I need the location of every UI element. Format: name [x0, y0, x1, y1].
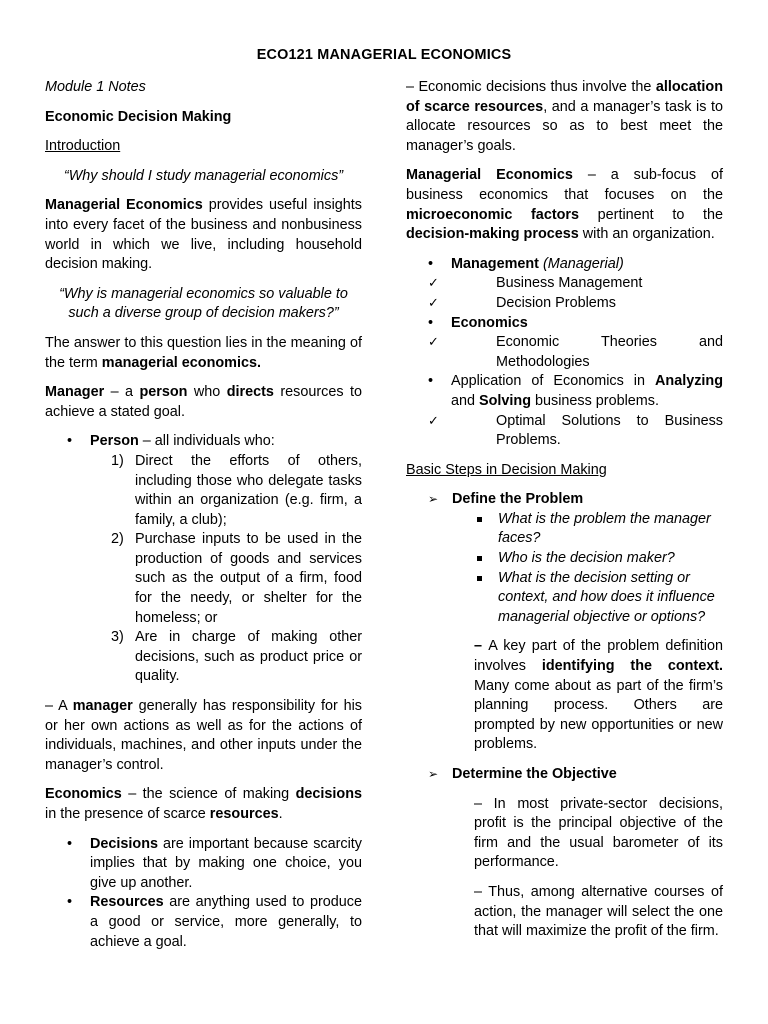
text: , and a manager’s task is to allocate resources so as to best meet the manager’s goals. — [406, 98, 723, 154]
text: . — [278, 806, 283, 822]
text: who — [187, 384, 227, 401]
text: The answer to this question lies in the meaning of the term — [45, 334, 362, 371]
intro-heading: Introduction — [45, 138, 121, 155]
text: – the science of making — [121, 786, 296, 803]
term: decision-making process — [406, 226, 579, 243]
text: generally has responsibility for his or her own actions as well as for the actions of individuals, machines, and other inputs under the manager’s control. — [45, 698, 362, 773]
step-objective — [406, 765, 723, 785]
economics-list — [45, 835, 362, 953]
text: What is the problem the manager faces? — [498, 510, 711, 547]
text: A key part of the problem definition involves — [474, 638, 723, 675]
text: with an organization. — [578, 226, 715, 243]
term: Analyzing — [655, 373, 723, 390]
text: business problems. — [531, 392, 659, 409]
person-numbered-list — [45, 452, 362, 687]
list-item — [406, 314, 723, 334]
check-item — [406, 294, 723, 314]
term: resources — [209, 806, 279, 822]
text: and — [451, 392, 480, 409]
text: Optimal Solutions to Business Problems. — [496, 412, 723, 449]
paragraph-economics — [45, 785, 362, 824]
text: Define the Problem — [452, 491, 584, 508]
number: 1) — [111, 452, 124, 469]
list-item — [406, 372, 723, 411]
text: (Managerial) — [538, 255, 624, 272]
paragraph-context — [406, 637, 723, 755]
term: Managerial Economics — [45, 197, 203, 214]
check-item — [406, 412, 723, 451]
text: – a — [104, 384, 140, 401]
term: Person — [90, 433, 139, 450]
list-item — [406, 255, 723, 275]
section-heading: Economic Decision Making — [45, 108, 232, 125]
paragraph-managerial-economics-def — [406, 166, 723, 244]
text: are important because scarcity implies that by making one choice, you give up another. — [90, 835, 362, 891]
paragraph-answer — [45, 334, 362, 373]
text: Who is the decision maker? — [498, 550, 675, 567]
list-item — [45, 432, 362, 452]
text: – A — [45, 698, 73, 715]
paragraph-managerial-economics — [45, 196, 362, 274]
term: microeconomic factors — [406, 206, 580, 223]
paragraph-maximize: – Thus, among alternative courses of action, the manager will select the one that will maximize the profit of the firm. — [474, 883, 723, 940]
term: Economics — [451, 314, 528, 331]
text: are anything used to produce a good or service, more generally, to achieve a goal. — [90, 894, 362, 950]
term: identifying the context. — [541, 658, 723, 675]
question-item — [406, 569, 723, 628]
text: Business Management — [496, 275, 643, 292]
text: What is the decision setting or context, and how does it influence managerial objective or options? — [498, 569, 715, 625]
text: Application of Economics in — [451, 373, 656, 390]
term: Economics — [45, 786, 122, 803]
steps-list — [406, 490, 723, 627]
text: Economic Theories and Methodologies — [496, 334, 723, 370]
number: 2) — [111, 531, 124, 548]
text: pertinent to the — [579, 206, 723, 223]
text: in the presence of scarce — [45, 806, 210, 822]
term: Managerial Economics — [406, 167, 573, 184]
term: Management — [451, 255, 539, 272]
steps-list-2 — [406, 765, 723, 785]
text: Purchase inputs to be used in the production of goods and services such as the output of a firm, food for the needy, or shelter for the homeless; or — [135, 531, 362, 626]
list-item — [45, 452, 362, 530]
text: provides useful insights into every facet of the business and nonbusiness world in which we live, including household decision making. — [45, 197, 363, 273]
components-list — [406, 255, 723, 451]
paragraph-manager-responsibility — [45, 697, 362, 775]
check-item — [406, 274, 723, 294]
page-title: ECO121 MANAGERIAL ECONOMICS — [256, 47, 512, 63]
paragraph-manager — [45, 383, 362, 422]
step-define — [406, 490, 723, 510]
text: resources to achieve a stated goal. — [45, 384, 362, 420]
list-item — [45, 893, 362, 952]
list-item — [45, 628, 362, 687]
module-label: Module 1 Notes — [45, 79, 146, 95]
check-item — [406, 333, 723, 372]
text: Many come about as part of the firm’s planning process. Others are prompted by new opportunities or new problems. — [474, 677, 723, 753]
text: – all individuals who: — [138, 433, 275, 450]
term: managerial economics. — [101, 354, 261, 371]
question-item — [406, 510, 723, 549]
question-2: “Why is managerial economics so valuable to such a diverse group of decision makers?” — [59, 285, 348, 322]
term: Manager — [45, 384, 105, 401]
list-item — [45, 530, 362, 628]
person-list — [45, 432, 362, 452]
question-1: “Why should I study managerial economics” — [63, 167, 344, 184]
steps-heading: Basic Steps in Decision Making — [406, 461, 607, 478]
list-item — [45, 835, 362, 894]
term: decisions — [295, 786, 362, 803]
term: manager — [72, 698, 133, 715]
text: Are in charge of making other decisions, such as product price or quality. — [135, 629, 362, 685]
question-item — [406, 549, 723, 569]
term: Decisions — [90, 835, 158, 852]
term: directs — [226, 384, 274, 401]
term: allocation of scarce resources — [406, 79, 723, 115]
text: – a sub-focus of business economics that focuses on the — [406, 167, 723, 203]
term: Solving — [479, 392, 531, 409]
number: 3) — [111, 629, 124, 646]
text: Direct the efforts of others, including those who delegate tasks within an organization (e.g. firm, a family, a club); — [135, 452, 362, 528]
text: Determine the Objective — [452, 766, 617, 782]
term: person — [139, 384, 188, 401]
term: Resources — [90, 894, 164, 911]
left-column — [45, 78, 362, 952]
right-column — [406, 78, 723, 952]
text: – Economic decisions thus involve the — [406, 79, 656, 95]
text: Decision Problems — [496, 294, 616, 311]
text: – — [474, 638, 489, 655]
paragraph-profit: – In most private-sector decisions, profit is the principal objective of the firm and the usual barometer of its performance. — [474, 795, 723, 871]
paragraph-allocation — [406, 78, 723, 156]
